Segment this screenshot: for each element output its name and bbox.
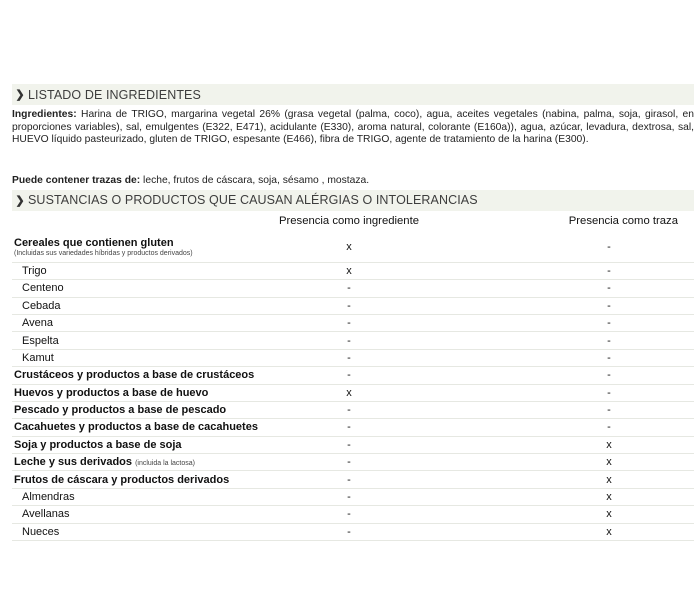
allergen-cell [12,314,264,331]
ingredient-presence-cell: - [264,436,434,453]
allergen-note: (incluida la lactosa) [135,460,195,468]
table-row [12,367,694,384]
trace-presence-cell: x [434,523,694,540]
trazas-label: Puede contener trazas de: [12,174,141,186]
ingredients-text: Harina de TRIGO, margarina vegetal 26% (grasa vegetal (palma, coco), agua, aceites vegetales (nabina, palma, soja, girasol, en proporciones variables), sal, emulgentes (E322, E471), acidulante (E330), aroma natural, colorante (E160a)), agua, azúcar, levadura, dextrosa, sal, HUEVO líquido pasteurizado, gluten de TRIGO, espesante (E466), fibra de TRIGO, agente de tratamiento de la harina (E300). [12,109,694,146]
allergens-table [12,211,694,541]
trace-presence-cell: x [434,471,694,488]
allergen-name: Trigo [22,264,47,277]
ingredient-presence-cell: - [264,454,434,471]
allergen-cell [12,262,264,279]
trace-presence-cell: - [434,384,694,401]
chevron-right-icon: ❯ [15,89,25,101]
allergen-name: Almendras [22,491,75,504]
table-row [12,488,694,505]
ingredient-presence-cell: - [264,471,434,488]
trace-presence-cell: - [434,232,694,263]
allergen-cell [12,367,264,384]
allergen-cell [12,349,264,366]
allergen-cell [12,401,264,418]
allergens-table-body [12,232,694,541]
trace-presence-cell: - [434,419,694,436]
ingredient-presence-cell: - [264,332,434,349]
ingredient-presence-cell: x [264,384,434,401]
allergen-note: (Incluidas sus variedades híbridas y productos derivados) [14,249,193,257]
allergens-section-title: SUSTANCIAS O PRODUCTOS QUE CAUSAN ALÉRGIAS O INTOLERANCIAS [28,193,478,208]
table-row [12,454,694,471]
table-row [12,232,694,263]
trazas-paragraph [12,175,694,186]
ingredient-presence-cell: - [264,401,434,418]
trace-presence-cell: x [434,506,694,523]
table-row [12,384,694,401]
allergen-cell [12,436,264,453]
table-row [12,506,694,523]
trace-presence-cell: - [434,349,694,366]
allergen-name: Kamut [22,351,54,364]
allergen-name: Cereales que contienen gluten [14,236,174,249]
ingredient-presence-cell: - [264,280,434,297]
table-row [12,471,694,488]
ingredients-paragraph [12,109,694,147]
ingredient-presence-cell: - [264,488,434,505]
trace-presence-cell: - [434,280,694,297]
ingredients-label: Ingredientes: [12,109,77,120]
allergen-cell [12,488,264,505]
ingredient-presence-cell: - [264,506,434,523]
table-row [12,401,694,418]
trace-presence-cell: - [434,401,694,418]
allergen-name: Frutos de cáscara y productos derivados [14,473,230,486]
allergen-cell [12,419,264,436]
allergen-name: Crustáceos y productos a base de crustáceos [14,369,255,382]
trace-presence-cell: x [434,454,694,471]
allergen-cell [12,471,264,488]
allergen-cell [12,454,264,471]
allergen-name: Huevos y productos a base de huevo [14,386,209,399]
ingredient-presence-cell: - [264,367,434,384]
table-row [12,280,694,297]
allergen-cell [12,280,264,297]
allergen-name: Espelta [22,334,59,347]
table-row [12,349,694,366]
trazas-text: leche, frutos de cáscara, soja, sésamo , mostaza. [140,174,370,186]
ingredient-presence-cell: x [264,262,434,279]
allergen-column-header [12,211,264,232]
ingredient-presence-cell: - [264,419,434,436]
allergen-cell [12,232,264,263]
allergen-name: Cacahuetes y productos a base de cacahuetes [14,421,258,434]
trace-presence-cell: - [434,297,694,314]
ingredients-section-header[interactable] [12,84,694,105]
chevron-right-icon: ❯ [15,194,25,207]
ingredients-section-title: LISTADO DE INGREDIENTES [28,87,201,102]
allergen-name: Soja y productos a base de soja [14,438,182,451]
trace-presence-cell: - [434,332,694,349]
trace-presence-cell: - [434,262,694,279]
trace-presence-cell: x [434,436,694,453]
table-row [12,262,694,279]
ingredient-presence-cell: x [264,232,434,263]
allergen-name: Avellanas [22,508,70,521]
allergen-name: Nueces [22,525,60,538]
ingredient-presence-cell: - [264,349,434,366]
trace-presence-cell: - [434,314,694,331]
table-row [12,297,694,314]
allergen-cell [12,523,264,540]
allergen-cell [12,506,264,523]
allergen-name: Cebada [22,299,61,312]
table-row [12,332,694,349]
content [12,84,694,541]
table-row [12,523,694,540]
ingredient-column-header: Presencia como ingrediente [278,215,420,228]
table-row [12,314,694,331]
ingredient-presence-cell: - [264,523,434,540]
trace-presence-cell: - [434,367,694,384]
table-row [12,436,694,453]
trace-column-header: Presencia como traza [568,215,678,228]
trace-presence-cell: x [434,488,694,505]
ingredient-presence-cell: - [264,314,434,331]
allergen-name: Leche y sus derivados [14,456,132,469]
table-row [12,419,694,436]
allergen-name: Pescado y productos a base de pescado [14,404,227,417]
allergen-cell [12,297,264,314]
allergen-cell [12,384,264,401]
ingredient-presence-cell: - [264,297,434,314]
allergens-section-header[interactable] [12,190,694,211]
allergen-cell [12,332,264,349]
allergen-name: Avena [22,317,53,330]
allergen-name: Centeno [22,282,64,295]
